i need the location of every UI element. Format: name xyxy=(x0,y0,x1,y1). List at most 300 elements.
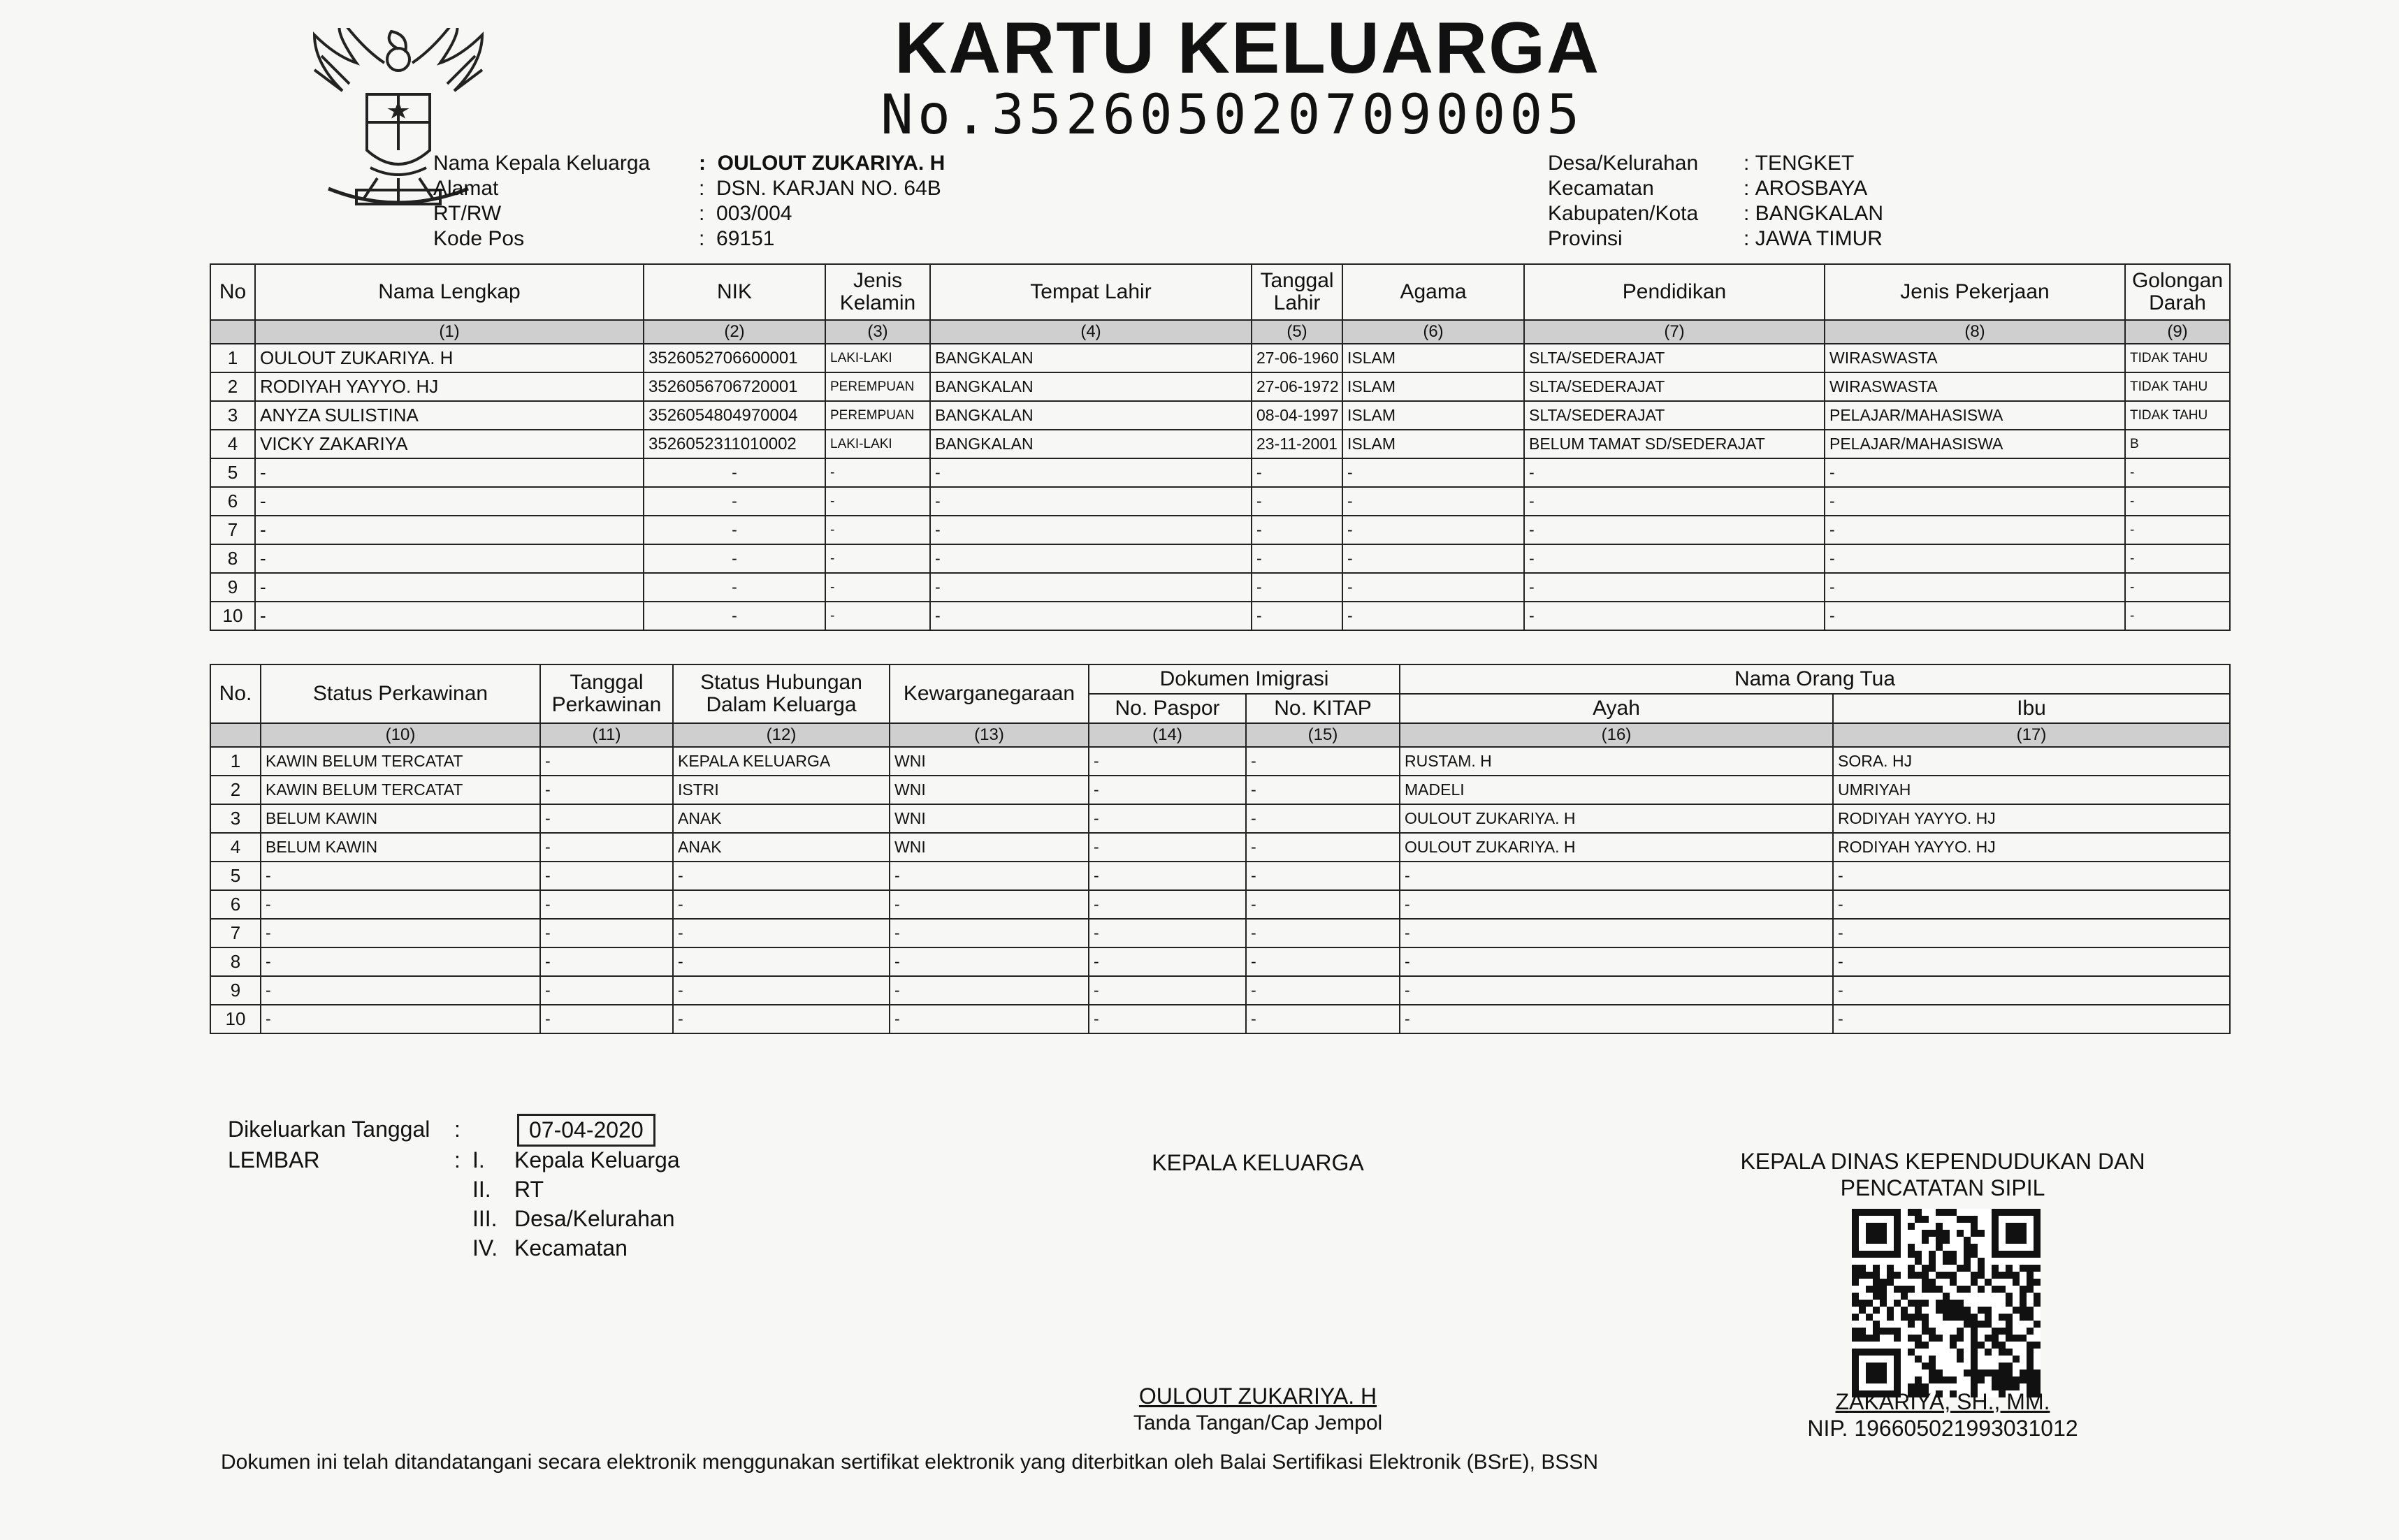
table-cell: - xyxy=(1400,1005,1833,1033)
table-cell: - xyxy=(255,458,644,487)
table-cell: 6 xyxy=(210,487,255,516)
lembar-item xyxy=(472,1206,498,1232)
table-cell: 2 xyxy=(210,776,261,804)
table-cell: 3526056706720001 xyxy=(644,372,825,401)
dinas-head-name: ZAKARIYA, SH., MM. xyxy=(1835,1389,2050,1414)
table-cell: - xyxy=(2125,602,2230,630)
kepala-keluarga-title: KEPALA KELUARGA xyxy=(1152,1150,1364,1175)
table-cell: - xyxy=(1825,516,2125,544)
lembar-item xyxy=(472,1177,491,1203)
table-row xyxy=(210,344,2230,372)
table-cell: - xyxy=(1246,1005,1400,1033)
table-row xyxy=(210,602,2230,630)
table-cell: - xyxy=(1089,776,1246,804)
table-cell: - xyxy=(255,602,644,630)
lembar-item-num: II. xyxy=(472,1177,491,1202)
table-cell: OULOUT ZUKARIYA. H xyxy=(255,344,644,372)
table-cell: 3526052311010002 xyxy=(644,430,825,458)
table-cell: - xyxy=(890,890,1089,919)
table-cell: - xyxy=(1400,947,1833,976)
table-cell: BANGKALAN xyxy=(930,430,1252,458)
table-cell: - xyxy=(673,947,890,976)
table-cell: - xyxy=(540,947,673,976)
table-row xyxy=(210,890,2230,919)
table-cell: ISTRI xyxy=(673,776,890,804)
header-value: : JAWA TIMUR xyxy=(1744,227,1883,250)
table-cell: WNI xyxy=(890,804,1089,833)
header-label: Nama Kepala Keluarga xyxy=(433,152,651,175)
column-index xyxy=(210,320,255,344)
header-row-village xyxy=(1548,151,1855,176)
table-cell: - xyxy=(1246,947,1400,976)
column-header: Jenis Kelamin xyxy=(825,264,930,320)
table-cell: - xyxy=(540,862,673,890)
lembar-item xyxy=(472,1235,498,1261)
column-header: Kewarganegaraan xyxy=(890,664,1089,723)
qr-code-icon xyxy=(1852,1209,2041,1397)
table-cell: - xyxy=(825,602,930,630)
table-row xyxy=(210,947,2230,976)
table-cell: WNI xyxy=(890,776,1089,804)
column-header: Status Hubungan Dalam Keluarga xyxy=(673,664,890,723)
table-cell: - xyxy=(1089,862,1246,890)
table-cell: SORA. HJ xyxy=(1833,747,2230,776)
table-cell: WNI xyxy=(890,833,1089,862)
table-cell: ISLAM xyxy=(1342,372,1524,401)
table-row xyxy=(210,544,2230,573)
table-cell: - xyxy=(1400,919,1833,947)
header-label: Alamat xyxy=(433,177,499,200)
table-cell: - xyxy=(673,976,890,1005)
header-row-head-of-family xyxy=(433,151,945,176)
table-cell: - xyxy=(890,947,1089,976)
table-cell: 4 xyxy=(210,833,261,862)
family-status-table xyxy=(210,664,2231,1034)
header-value: : 003/004 xyxy=(699,202,792,225)
column-header: Golongan Darah xyxy=(2125,264,2230,320)
document-title: KARTU KELUARGA xyxy=(894,8,1601,89)
header-value: : OULOUT ZUKARIYA. H xyxy=(699,152,945,175)
table-cell: - xyxy=(1252,516,1342,544)
column-index: (4) xyxy=(930,320,1252,344)
table-cell: - xyxy=(261,862,540,890)
table-cell: - xyxy=(930,544,1252,573)
column-header: Tanggal Lahir xyxy=(1252,264,1342,320)
table-cell: - xyxy=(1833,1005,2230,1033)
table-cell: - xyxy=(261,890,540,919)
table-cell: SLTA/SEDERAJAT xyxy=(1524,372,1825,401)
table-cell: - xyxy=(1524,458,1825,487)
column-header: Agama xyxy=(1342,264,1524,320)
table-cell: - xyxy=(1246,976,1400,1005)
table-cell: - xyxy=(673,862,890,890)
header-label: Kecamatan xyxy=(1548,177,1654,200)
table-cell: - xyxy=(644,458,825,487)
table-cell: TIDAK TAHU xyxy=(2125,401,2230,430)
table-header-row xyxy=(210,664,2230,694)
dinas-title-line1: KEPALA DINAS KEPENDUDUKAN DAN xyxy=(1740,1149,2145,1174)
table-cell: - xyxy=(1246,833,1400,862)
table-cell: - xyxy=(930,602,1252,630)
header-label: RT/RW xyxy=(433,202,502,225)
table-cell: 7 xyxy=(210,919,261,947)
table-cell: WIRASWASTA xyxy=(1825,344,2125,372)
table-cell: SLTA/SEDERAJAT xyxy=(1524,344,1825,372)
table-cell: - xyxy=(1089,976,1246,1005)
table-cell: - xyxy=(1252,602,1342,630)
column-header: Nama Orang Tua xyxy=(1400,664,2230,694)
table-cell: - xyxy=(540,747,673,776)
table-cell: - xyxy=(1246,804,1400,833)
table-cell: - xyxy=(261,976,540,1005)
table-cell: - xyxy=(1246,862,1400,890)
table-row xyxy=(210,833,2230,862)
header-value: : TENGKET xyxy=(1744,152,1855,175)
table-cell: - xyxy=(890,919,1089,947)
lembar-item-text: RT xyxy=(514,1177,544,1202)
column-header: No. KITAP xyxy=(1246,694,1400,723)
lembar-label: LEMBAR xyxy=(228,1147,320,1172)
table-cell: - xyxy=(1833,947,2230,976)
table-cell: - xyxy=(1252,458,1342,487)
table-cell: - xyxy=(1833,976,2230,1005)
table-cell: - xyxy=(930,573,1252,602)
table-cell: - xyxy=(1252,487,1342,516)
table-cell: 5 xyxy=(210,862,261,890)
table-cell: WIRASWASTA xyxy=(1825,372,2125,401)
column-header: Status Perkawinan xyxy=(261,664,540,723)
table-row xyxy=(210,776,2230,804)
lembar-item-num: IV. xyxy=(472,1235,498,1261)
column-header: No. xyxy=(210,664,261,723)
table-cell: KAWIN BELUM TERCATAT xyxy=(261,747,540,776)
table-cell: - xyxy=(1400,976,1833,1005)
table-cell: LAKI-LAKI xyxy=(825,344,930,372)
table-cell: - xyxy=(1246,747,1400,776)
column-header: Ibu xyxy=(1833,694,2230,723)
table-cell: - xyxy=(1342,458,1524,487)
table-cell: - xyxy=(644,544,825,573)
table-cell: - xyxy=(890,862,1089,890)
column-index: (8) xyxy=(1825,320,2125,344)
dinas-head-nip: NIP. 196605021993031012 xyxy=(1807,1416,2078,1441)
column-index: (11) xyxy=(540,723,673,747)
table-cell: - xyxy=(890,976,1089,1005)
table-cell: 3526052706600001 xyxy=(644,344,825,372)
table-cell: 5 xyxy=(210,458,255,487)
header-label: Desa/Kelurahan xyxy=(1548,152,1699,175)
table-cell: VICKY ZAKARIYA xyxy=(255,430,644,458)
document-number: No.3526050207090005 xyxy=(880,84,1584,147)
header-label: Kabupaten/Kota xyxy=(1548,202,1699,225)
table-cell: - xyxy=(1342,544,1524,573)
table-cell: WNI xyxy=(890,747,1089,776)
electronic-signature-disclaimer: Dokumen ini telah ditandatangani secara elektronik menggunakan sertifikat elektronik yang diterbitkan oleh Balai Sertifikasi Elektronik (BSrE), BSSN xyxy=(221,1451,1599,1474)
table-cell: - xyxy=(673,890,890,919)
table-cell: 6 xyxy=(210,890,261,919)
table-cell: - xyxy=(825,573,930,602)
table-row xyxy=(210,487,2230,516)
table-cell: ISLAM xyxy=(1342,344,1524,372)
table-row xyxy=(210,372,2230,401)
table-cell: RODIYAH YAYYO. HJ xyxy=(1833,833,2230,862)
table-cell: MADELI xyxy=(1400,776,1833,804)
table-cell: 10 xyxy=(210,602,255,630)
header-row-postcode xyxy=(433,226,775,252)
table-cell: - xyxy=(255,516,644,544)
table-cell: - xyxy=(1524,602,1825,630)
column-index: (16) xyxy=(1400,723,1833,747)
table-cell: - xyxy=(1833,919,2230,947)
column-index: (1) xyxy=(255,320,644,344)
table-cell: - xyxy=(1089,804,1246,833)
table-cell: ANAK xyxy=(673,804,890,833)
table-cell: BANGKALAN xyxy=(930,372,1252,401)
table-cell: LAKI-LAKI xyxy=(825,430,930,458)
table-cell: OULOUT ZUKARIYA. H xyxy=(1400,833,1833,862)
table-header-row xyxy=(210,264,2230,320)
family-members-table xyxy=(210,263,2231,631)
column-header: Pendidikan xyxy=(1524,264,1825,320)
table-cell: - xyxy=(1400,890,1833,919)
table-cell: - xyxy=(2125,458,2230,487)
header-row-rtrw xyxy=(433,201,792,226)
table-cell: 8 xyxy=(210,544,255,573)
table-cell: - xyxy=(261,947,540,976)
table-cell: - xyxy=(644,573,825,602)
table-cell: - xyxy=(890,1005,1089,1033)
table-cell: - xyxy=(644,602,825,630)
issued-date-label: Dikeluarkan Tanggal xyxy=(228,1117,430,1142)
table-cell: OULOUT ZUKARIYA. H xyxy=(1400,804,1833,833)
table-cell: - xyxy=(1342,487,1524,516)
column-header: Nama Lengkap xyxy=(255,264,644,320)
column-index: (3) xyxy=(825,320,930,344)
table-cell: - xyxy=(1524,573,1825,602)
table-cell: 4 xyxy=(210,430,255,458)
table-cell: - xyxy=(1342,602,1524,630)
table-cell: BELUM KAWIN xyxy=(261,804,540,833)
table-cell: B xyxy=(2125,430,2230,458)
table-cell: ISLAM xyxy=(1342,430,1524,458)
table-cell: UMRIYAH xyxy=(1833,776,2230,804)
table-cell: PEREMPUAN xyxy=(825,401,930,430)
table-cell: 2 xyxy=(210,372,255,401)
table-cell: ANAK xyxy=(673,833,890,862)
header-value: : DSN. KARJAN NO. 64B xyxy=(699,177,941,200)
table-cell: - xyxy=(1089,833,1246,862)
column-index-row xyxy=(210,320,2230,344)
table-cell: - xyxy=(1252,573,1342,602)
table-cell: - xyxy=(1825,544,2125,573)
column-index: (7) xyxy=(1524,320,1825,344)
table-cell: 10 xyxy=(210,1005,261,1033)
column-index: (15) xyxy=(1246,723,1400,747)
lembar-item xyxy=(472,1147,485,1173)
table-cell: - xyxy=(540,776,673,804)
column-index: (6) xyxy=(1342,320,1524,344)
table-cell: - xyxy=(261,1005,540,1033)
column-index: (2) xyxy=(644,320,825,344)
table-cell: BELUM KAWIN xyxy=(261,833,540,862)
table-cell: - xyxy=(825,458,930,487)
table-cell: RODIYAH YAYYO. HJ xyxy=(255,372,644,401)
lembar-item-text: Kepala Keluarga xyxy=(514,1147,680,1172)
table-cell: RUSTAM. H xyxy=(1400,747,1833,776)
lembar-colon: : xyxy=(454,1147,461,1172)
header-value: : 69151 xyxy=(699,227,775,250)
table-cell: - xyxy=(1825,602,2125,630)
table-cell: - xyxy=(255,487,644,516)
column-index: (13) xyxy=(890,723,1089,747)
header-row-address xyxy=(433,176,941,201)
table-cell: 8 xyxy=(210,947,261,976)
issued-date-colon: : xyxy=(454,1117,461,1142)
table-cell: 9 xyxy=(210,573,255,602)
kepala-keluarga-name: OULOUT ZUKARIYA. H xyxy=(1138,1383,1377,1409)
column-header: No xyxy=(210,264,255,320)
table-cell: 3526054804970004 xyxy=(644,401,825,430)
column-index: (10) xyxy=(261,723,540,747)
table-cell: - xyxy=(1246,890,1400,919)
header-row-district xyxy=(1548,176,1868,201)
table-row xyxy=(210,862,2230,890)
table-cell: - xyxy=(2125,573,2230,602)
table-cell: 27-06-1972 xyxy=(1252,372,1342,401)
column-header: Ayah xyxy=(1400,694,1833,723)
column-header: Dokumen Imigrasi xyxy=(1089,664,1400,694)
table-cell: 23-11-2001 xyxy=(1252,430,1342,458)
table-cell: 27-06-1960 xyxy=(1252,344,1342,372)
header-value: : BANGKALAN xyxy=(1744,202,1884,225)
table-cell: - xyxy=(930,458,1252,487)
column-header: Tanggal Perkawinan xyxy=(540,664,673,723)
table-cell: 1 xyxy=(210,344,255,372)
table-cell: - xyxy=(255,573,644,602)
table-cell: - xyxy=(1252,544,1342,573)
table-cell: - xyxy=(1089,890,1246,919)
table-cell: KAWIN BELUM TERCATAT xyxy=(261,776,540,804)
table-cell: - xyxy=(930,487,1252,516)
table-cell: - xyxy=(1342,516,1524,544)
table-cell: - xyxy=(825,516,930,544)
table-cell: - xyxy=(540,976,673,1005)
table-cell: - xyxy=(1342,573,1524,602)
table-cell: - xyxy=(1089,1005,1246,1033)
column-index: (14) xyxy=(1089,723,1246,747)
lembar-item-text: Desa/Kelurahan xyxy=(514,1206,675,1231)
table-cell: - xyxy=(1246,776,1400,804)
table-cell: PEREMPUAN xyxy=(825,372,930,401)
table-row xyxy=(210,401,2230,430)
column-header: NIK xyxy=(644,264,825,320)
table-cell: - xyxy=(1524,544,1825,573)
table-cell: SLTA/SEDERAJAT xyxy=(1524,401,1825,430)
table-row xyxy=(210,573,2230,602)
lembar-item-num: I. xyxy=(472,1147,485,1172)
column-header: Tempat Lahir xyxy=(930,264,1252,320)
table-cell: PELAJAR/MAHASISWA xyxy=(1825,401,2125,430)
table-cell: TIDAK TAHU xyxy=(2125,344,2230,372)
table-cell: - xyxy=(255,544,644,573)
table-cell: 3 xyxy=(210,401,255,430)
table-cell: 08-04-1997 xyxy=(1252,401,1342,430)
table-cell: - xyxy=(1524,487,1825,516)
header-row-province xyxy=(1548,226,1883,252)
column-index: (12) xyxy=(673,723,890,747)
table-cell: KEPALA KELUARGA xyxy=(673,747,890,776)
header-row-regency xyxy=(1548,201,1884,226)
table-row xyxy=(210,1005,2230,1033)
column-index xyxy=(210,723,261,747)
kepala-keluarga-signature-label: Tanda Tangan/Cap Jempol xyxy=(1133,1411,1383,1434)
table-cell: PELAJAR/MAHASISWA xyxy=(1825,430,2125,458)
table-cell: - xyxy=(540,890,673,919)
table-cell: 9 xyxy=(210,976,261,1005)
column-index: (9) xyxy=(2125,320,2230,344)
table-cell: - xyxy=(540,833,673,862)
table-cell: BANGKALAN xyxy=(930,401,1252,430)
table-cell: 7 xyxy=(210,516,255,544)
table-cell: - xyxy=(825,544,930,573)
table-cell: - xyxy=(2125,544,2230,573)
issued-date: 07-04-2020 xyxy=(517,1114,655,1147)
table-row xyxy=(210,458,2230,487)
table-cell: - xyxy=(540,1005,673,1033)
table-cell: - xyxy=(930,516,1252,544)
table-row xyxy=(210,919,2230,947)
table-cell: - xyxy=(1524,516,1825,544)
table-cell: - xyxy=(2125,487,2230,516)
table-cell: - xyxy=(261,919,540,947)
table-row xyxy=(210,516,2230,544)
header-value: : AROSBAYA xyxy=(1744,177,1868,200)
table-cell: - xyxy=(644,516,825,544)
table-cell: - xyxy=(825,487,930,516)
lembar-item-text: Kecamatan xyxy=(514,1235,628,1261)
table-cell: - xyxy=(673,919,890,947)
table-row xyxy=(210,804,2230,833)
table-cell: - xyxy=(1833,890,2230,919)
table-cell: - xyxy=(1089,947,1246,976)
table-cell: - xyxy=(1246,919,1400,947)
table-cell: - xyxy=(1825,573,2125,602)
table-row xyxy=(210,747,2230,776)
table-cell: - xyxy=(540,919,673,947)
dinas-title-line2: PENCATATAN SIPIL xyxy=(1840,1175,2045,1200)
table-cell: - xyxy=(1825,487,2125,516)
table-cell: RODIYAH YAYYO. HJ xyxy=(1833,804,2230,833)
table-cell: ANYZA SULISTINA xyxy=(255,401,644,430)
table-cell: - xyxy=(1833,862,2230,890)
table-cell: 3 xyxy=(210,804,261,833)
column-index: (17) xyxy=(1833,723,2230,747)
header-label: Kode Pos xyxy=(433,227,525,250)
table-cell: ISLAM xyxy=(1342,401,1524,430)
table-cell: BELUM TAMAT SD/SEDERAJAT xyxy=(1524,430,1825,458)
table-cell: BANGKALAN xyxy=(930,344,1252,372)
table-cell: - xyxy=(1825,458,2125,487)
column-index: (5) xyxy=(1252,320,1342,344)
column-header: Jenis Pekerjaan xyxy=(1825,264,2125,320)
table-cell: - xyxy=(1089,919,1246,947)
table-cell: - xyxy=(2125,516,2230,544)
lembar-item-num: III. xyxy=(472,1206,498,1231)
table-cell: - xyxy=(540,804,673,833)
table-cell: TIDAK TAHU xyxy=(2125,372,2230,401)
table-row xyxy=(210,976,2230,1005)
header-label: Provinsi xyxy=(1548,227,1623,250)
